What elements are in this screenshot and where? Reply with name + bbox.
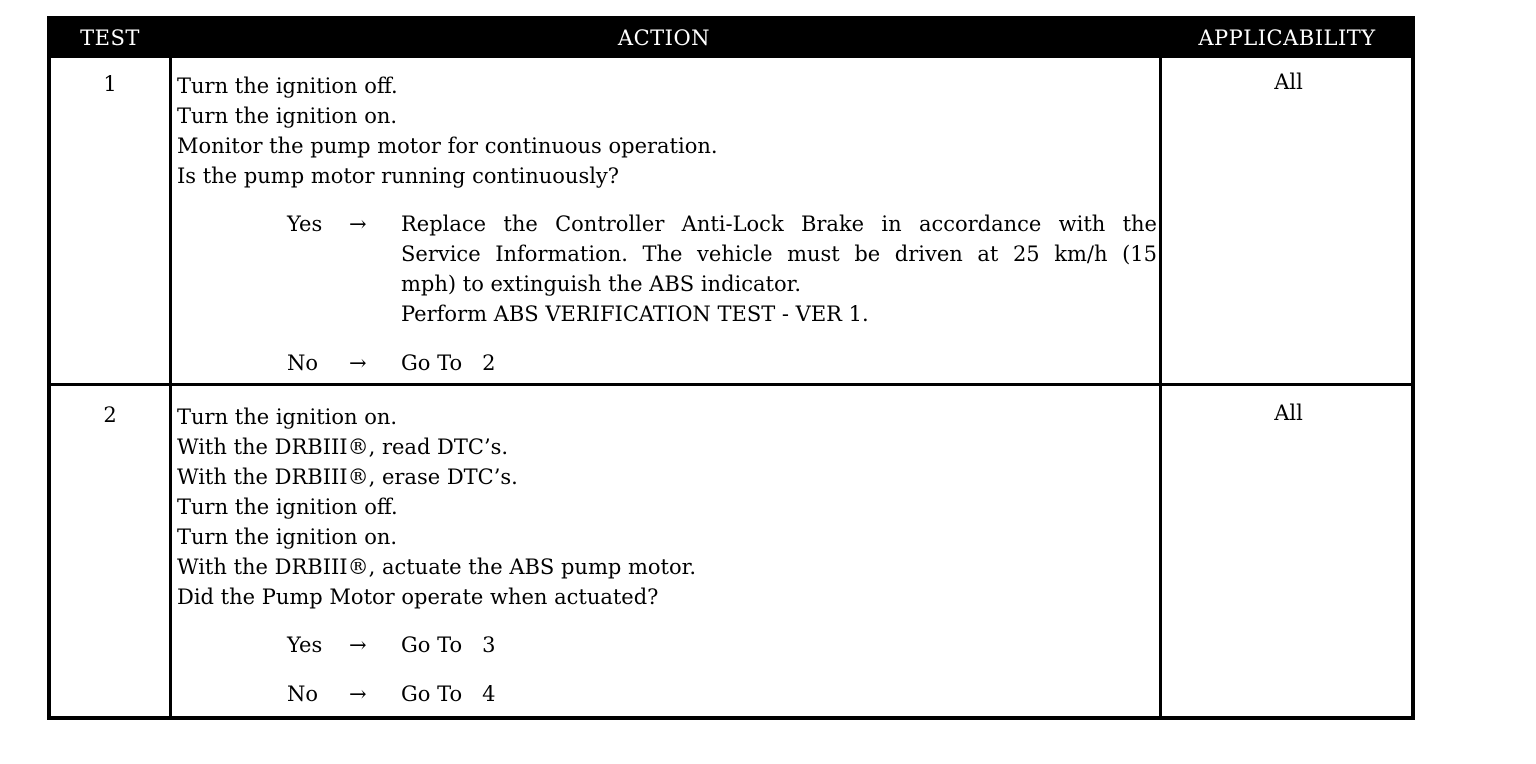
goto-test-number: 2: [482, 351, 496, 375]
goto-text: Go To: [401, 682, 463, 706]
applicability-value: All: [1274, 70, 1303, 94]
diagnostic-test-table: [47, 16, 1415, 720]
action-step: With the DRBIII®, erase DTC’s.: [177, 465, 518, 489]
outcome-label: No: [287, 682, 319, 706]
goto-test-number: 4: [482, 682, 496, 706]
outcome-label: Yes: [287, 212, 323, 236]
table-row: [51, 58, 1411, 386]
outcome-result: [401, 209, 1157, 329]
table-header: [51, 20, 1411, 58]
goto-test-number: 3: [482, 633, 496, 657]
outcome-result: [401, 630, 1157, 660]
action-steps: [177, 71, 1152, 191]
outcome-label: Yes: [287, 633, 323, 657]
goto-text: Go To: [401, 633, 463, 657]
outcome-result: [401, 679, 1157, 709]
action-step: Turn the ignition on.: [177, 525, 398, 549]
action-step: Turn the ignition off.: [177, 74, 398, 98]
test-number: 2: [103, 403, 117, 427]
applicability-value: All: [1274, 401, 1303, 425]
header-test: TEST: [80, 26, 140, 50]
action-step: With the DRBIII®, read DTC’s.: [177, 435, 509, 459]
table-row: [51, 389, 1411, 720]
action-steps: [177, 402, 1152, 612]
arrow-icon: →: [349, 351, 367, 375]
goto-text: Go To: [401, 351, 463, 375]
test-number: 1: [103, 72, 117, 96]
action-step: With the DRBIII®, actuate the ABS pump motor.: [177, 555, 697, 579]
result-line: mph) to extinguish the ABS indicator.: [401, 272, 802, 296]
action-step: Is the pump motor running continuously?: [177, 164, 620, 188]
header-applicability: APPLICABILITY: [1198, 26, 1376, 50]
arrow-icon: →: [349, 633, 367, 657]
action-step: Monitor the pump motor for continuous operation.: [177, 134, 718, 158]
result-line: Perform ABS VERIFICATION TEST - VER 1.: [401, 302, 869, 326]
action-step: Turn the ignition on.: [177, 104, 398, 128]
outcome-result: [401, 348, 1157, 378]
result-line: Service Information. The vehicle must be driven at 25 km/h (15: [401, 242, 1157, 266]
action-step: Turn the ignition on.: [177, 405, 398, 429]
action-step: Turn the ignition off.: [177, 495, 398, 519]
arrow-icon: →: [349, 682, 367, 706]
arrow-icon: →: [349, 212, 367, 236]
result-line: Replace the Controller Anti-Lock Brake in accordance with the: [401, 212, 1157, 236]
header-action: ACTION: [617, 26, 711, 50]
action-step: Did the Pump Motor operate when actuated?: [177, 585, 659, 609]
outcome-label: No: [287, 351, 319, 375]
